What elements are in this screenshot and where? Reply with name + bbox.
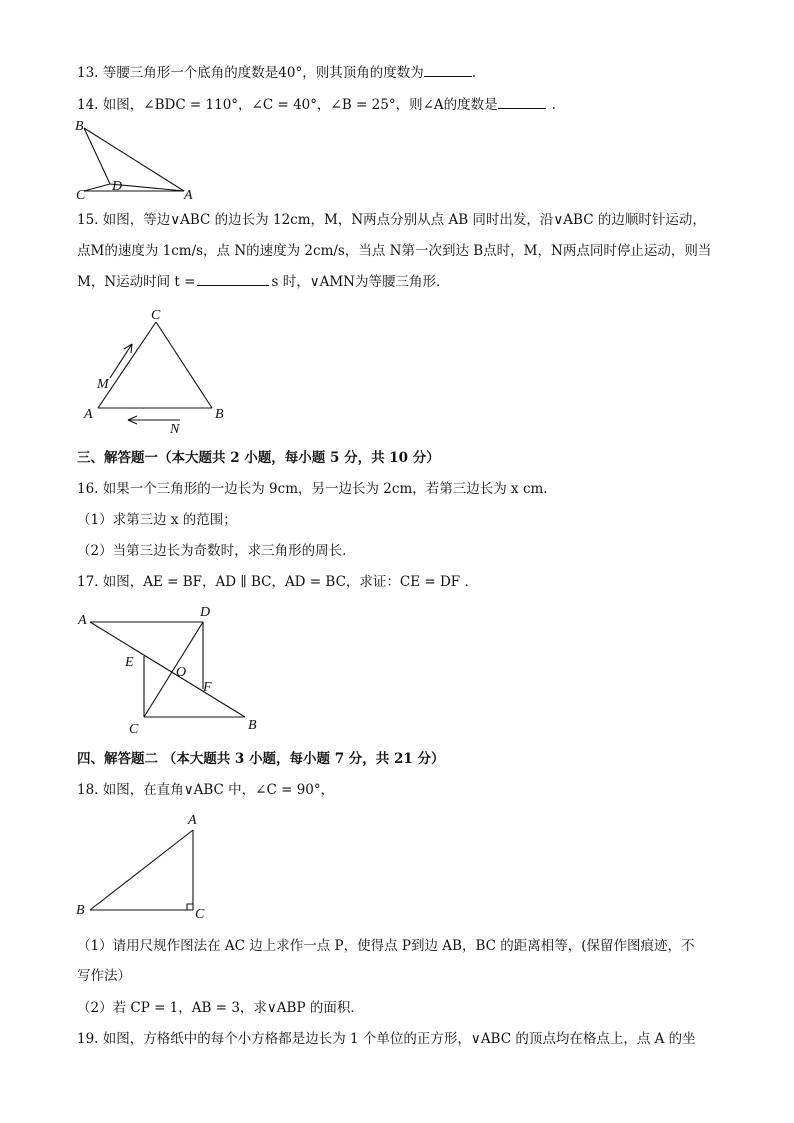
answer-blank	[498, 94, 546, 109]
label-n: N	[170, 422, 180, 437]
hypotenuse-ab	[90, 830, 193, 910]
question-16-part-2: （2）当第三边长为奇数时，求三角形的周长.	[77, 543, 347, 559]
label-c: C	[151, 308, 161, 323]
question-13-end: .	[471, 65, 476, 81]
figure-17	[72, 600, 272, 740]
label-a: A	[188, 813, 197, 828]
arrow-m-head	[124, 344, 132, 353]
question-13	[77, 62, 476, 83]
right-angle-mark	[187, 904, 193, 910]
question-14-end: .	[551, 97, 556, 113]
question-16-part-1: （1）求第三边 x 的范围；	[77, 512, 237, 528]
label-d: D	[112, 179, 123, 194]
label-m: M	[97, 377, 109, 392]
question-14	[77, 94, 556, 115]
question-18-part-1-line-2: 写作法）	[77, 968, 131, 984]
label-b: B	[248, 718, 257, 733]
label-a: A	[78, 613, 87, 628]
label-c: C	[195, 907, 205, 922]
label-a: A	[84, 407, 93, 422]
answer-blank	[197, 271, 269, 286]
segment-cd	[84, 184, 110, 191]
segment-ab	[90, 622, 245, 717]
question-18-part-2: （2）若 CP = 1，AB = 3，求∨ABP 的面积．	[77, 1000, 364, 1016]
question-15-line-1: 15. 如图，等边∨ABC 的边长为 12cm，M，N两点分别从点 AB 同时出发，沿∨ABC 的边顺时针运动，	[77, 212, 706, 228]
question-19-line-1: 19. 如图，方格纸中的每个小方格都是边长为 1 个单位的正方形，∨ABC 的顶点均在格点上，点 A 的坐	[77, 1031, 696, 1047]
question-15-line-2: 点M的速度为 1cm/s，点 N的速度为 2cm/s，当点 N第一次到达 B点时，M，N两点同时停止运动，则当	[77, 243, 712, 259]
question-15-line-3-b: s 时，∨AMN为等腰三角形．	[271, 274, 450, 290]
section-3-heading: 三、解答题一（本大题共 2 小题，每小题 5 分，共 10 分）	[77, 450, 440, 466]
label-d: D	[200, 605, 211, 620]
segment-cd	[144, 622, 203, 717]
answer-blank	[424, 62, 472, 77]
question-16-line-1: 16. 如果一个三角形的一边长为 9cm，另一边长为 2cm，若第三边长为 x cm.	[77, 481, 548, 497]
label-b: B	[75, 119, 84, 134]
figure-18	[72, 808, 222, 924]
question-15-line-3	[77, 271, 449, 292]
arrow-m-shaft	[110, 344, 132, 378]
question-18-part-1-line-1: （1）请用尺规作图法在 AC 边上求作一点 P，使得点 P到边 AB，BC 的距离相等，(保留作图痕迹，不	[77, 938, 695, 954]
question-15-line-3-a: M，N运动时间 t =	[77, 274, 196, 290]
question-18-line-1: 18. 如图，在直角∨ABC 中，∠C = 90°，	[77, 782, 335, 798]
label-c: C	[76, 188, 86, 203]
question-14-text: 14. 如图，∠BDC = 110°，∠C = 40°，∠B = 25°，则∠A的度数是	[77, 97, 498, 113]
label-b: B	[215, 407, 224, 422]
triangle-abd	[84, 128, 184, 191]
side-cb	[156, 322, 212, 408]
figure-14	[72, 118, 202, 203]
label-o: O	[176, 665, 187, 680]
figure-15	[80, 300, 240, 440]
question-13-text: 13. 等腰三角形一个底角的度数是40°，则其顶角的度数为	[77, 65, 424, 81]
label-a: A	[184, 188, 193, 203]
question-17-line-1: 17. 如图，AE = BF，AD ∥ BC，AD = BC，求证：CE = DF ．	[77, 574, 478, 590]
label-e: E	[125, 655, 134, 670]
section-4-heading: 四、解答题二 （本大题共 3 小题，每小题 7 分，共 21 分）	[77, 751, 445, 767]
label-f: F	[203, 680, 212, 695]
label-c: C	[129, 722, 139, 737]
side-ac	[98, 322, 156, 408]
label-b: B	[76, 903, 85, 918]
